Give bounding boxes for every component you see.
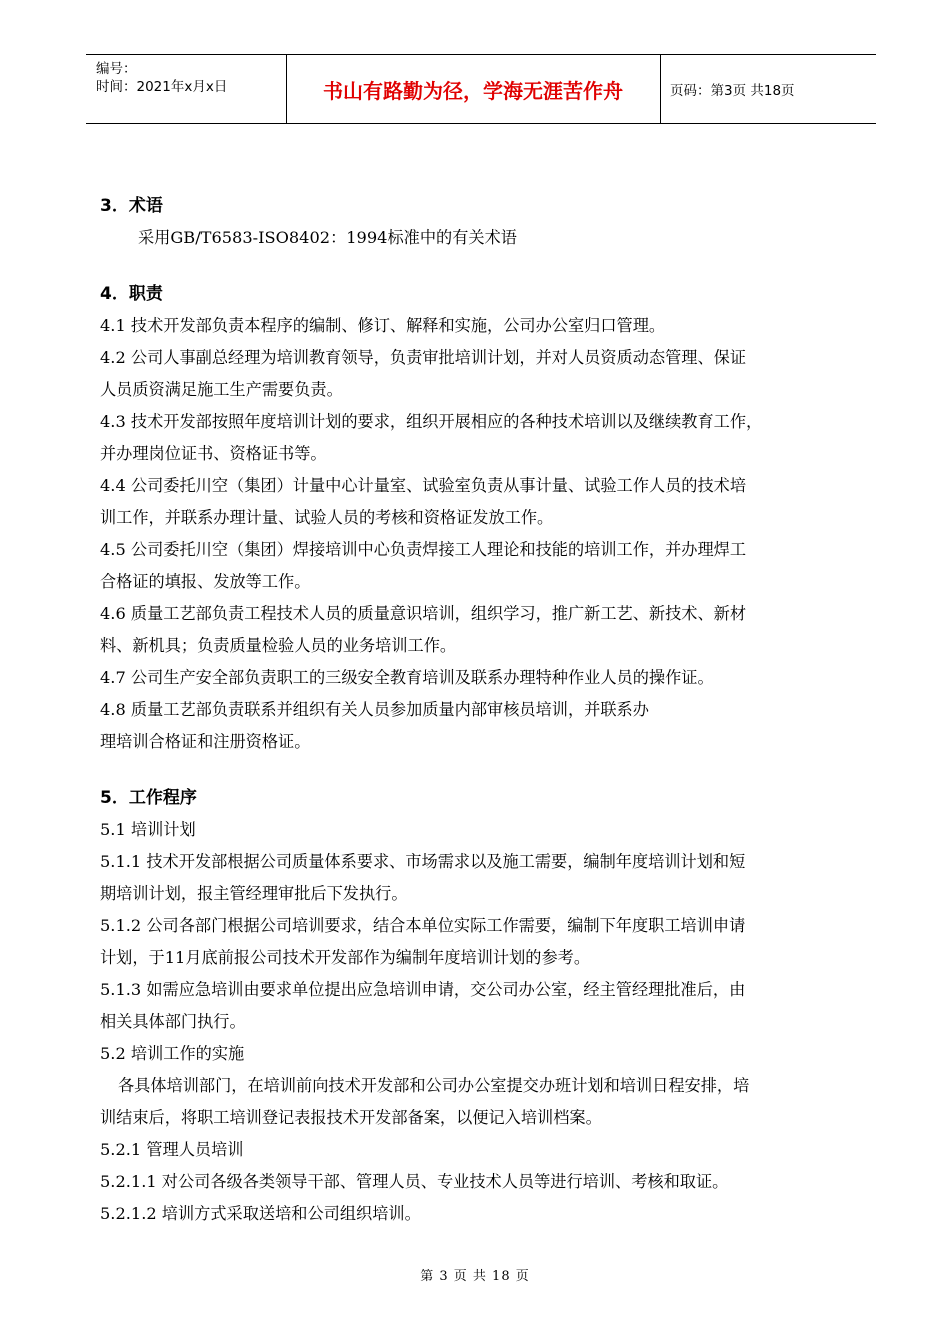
paragraph-line: 相关具体部门执行。 bbox=[100, 1012, 246, 1031]
section-heading-responsibilities: 4．职责 bbox=[100, 284, 163, 304]
paragraph-line: 4.7 公司生产安全部负责职工的三级安全教育培训及联系办理特种作业人员的操作证。 bbox=[100, 668, 714, 687]
paragraph-line: 5.1 培训计划 bbox=[100, 820, 196, 839]
paragraph-line: 训结束后，将职工培训登记表报技术开发部备案，以便记入培训档案。 bbox=[100, 1108, 602, 1127]
paragraph-line: 各具体培训部门，在培训前向技术开发部和公司办公室提交办班计划和培训日程安排，培 bbox=[118, 1076, 750, 1095]
header-motto: 书山有路勤为径，学海无涯苦作舟 bbox=[286, 55, 661, 123]
paragraph-line: 5.2.1.2 培训方式采取送培和公司组织培训。 bbox=[100, 1204, 421, 1223]
paragraph-line: 合格证的填报、发放等工作。 bbox=[100, 572, 311, 591]
paragraph-line: 训工作，并联系办理计量、试验人员的考核和资格证发放工作。 bbox=[100, 508, 554, 527]
paragraph-line: 5.1.3 如需应急培训由要求单位提出应急培训申请，交公司办公室，经主管经理批准后，由 bbox=[100, 980, 746, 999]
paragraph-line: 理培训合格证和注册资格证。 bbox=[100, 732, 311, 751]
paragraph-line: 4.1 技术开发部负责本程序的编制、修订、解释和实施，公司办公室归口管理。 bbox=[100, 316, 666, 335]
paragraph-line: 期培训计划，报主管经理审批后下发执行。 bbox=[100, 884, 408, 903]
section-heading-procedure: 5．工作程序 bbox=[100, 788, 197, 808]
paragraph-line: 5.2.1 管理人员培训 bbox=[100, 1140, 244, 1159]
paragraph-line: 5.1.1 技术开发部根据公司质量体系要求、市场需求以及施工需要，编制年度培训计划和短 bbox=[100, 852, 746, 871]
paragraph-line: 4.6 质量工艺部负责工程技术人员的质量意识培训，组织学习，推广新工艺、新技术、新材 bbox=[100, 604, 747, 623]
page-footer: 第 3 页 共 18 页 bbox=[420, 1269, 530, 1284]
paragraph-line: 4.4 公司委托川空（集团）计量中心计量室、试验室负责从事计量、试验工作人员的技术培 bbox=[100, 476, 747, 495]
paragraph-line: 采用GB/T6583-ISO8402：1994标准中的有关术语 bbox=[138, 228, 517, 247]
header-page-number: 页码：第3页 共18页 bbox=[670, 83, 795, 99]
paragraph-line: 人员质资满足施工生产需要负责。 bbox=[100, 380, 343, 399]
document-body bbox=[100, 190, 870, 1230]
paragraph-line: 并办理岗位证书、资格证书等。 bbox=[100, 444, 327, 463]
paragraph-line: 5.2 培训工作的实施 bbox=[100, 1044, 245, 1063]
paragraph-line: 4.3 技术开发部按照年度培训计划的要求，组织开展相应的各种技术培训以及继续教育工作， bbox=[100, 412, 763, 431]
section-heading-terms: 3．术语 bbox=[100, 196, 163, 216]
paragraph-line: 计划，于11月底前报公司技术开发部作为编制年度培训计划的参考。 bbox=[100, 948, 591, 967]
document-number: 编号： bbox=[96, 61, 137, 77]
document-date: 时间：2021年x月x日 bbox=[96, 79, 228, 95]
paragraph-line: 5.1.2 公司各部门根据公司培训要求，结合本单位实际工作需要，编制下年度职工培训申请 bbox=[100, 916, 746, 935]
header-meta bbox=[86, 55, 287, 123]
paragraph-line: 料、新机具；负责质量检验人员的业务培训工作。 bbox=[100, 636, 457, 655]
paragraph-line: 4.2 公司人事副总经理为培训教育领导，负责审批培训计划，并对人员资质动态管理、保证 bbox=[100, 348, 747, 367]
paragraph-line: 4.5 公司委托川空（集团）焊接培训中心负责焊接工人理论和技能的培训工作，并办理焊工 bbox=[100, 540, 747, 559]
page-header bbox=[86, 54, 876, 124]
paragraph-line: 4.8 质量工艺部负责联系并组织有关人员参加质量内部审核员培训，并联系办 bbox=[100, 700, 649, 719]
paragraph-line: 5.2.1.1 对公司各级各类领导干部、管理人员、专业技术人员等进行培训、考核和取证。 bbox=[100, 1172, 729, 1191]
